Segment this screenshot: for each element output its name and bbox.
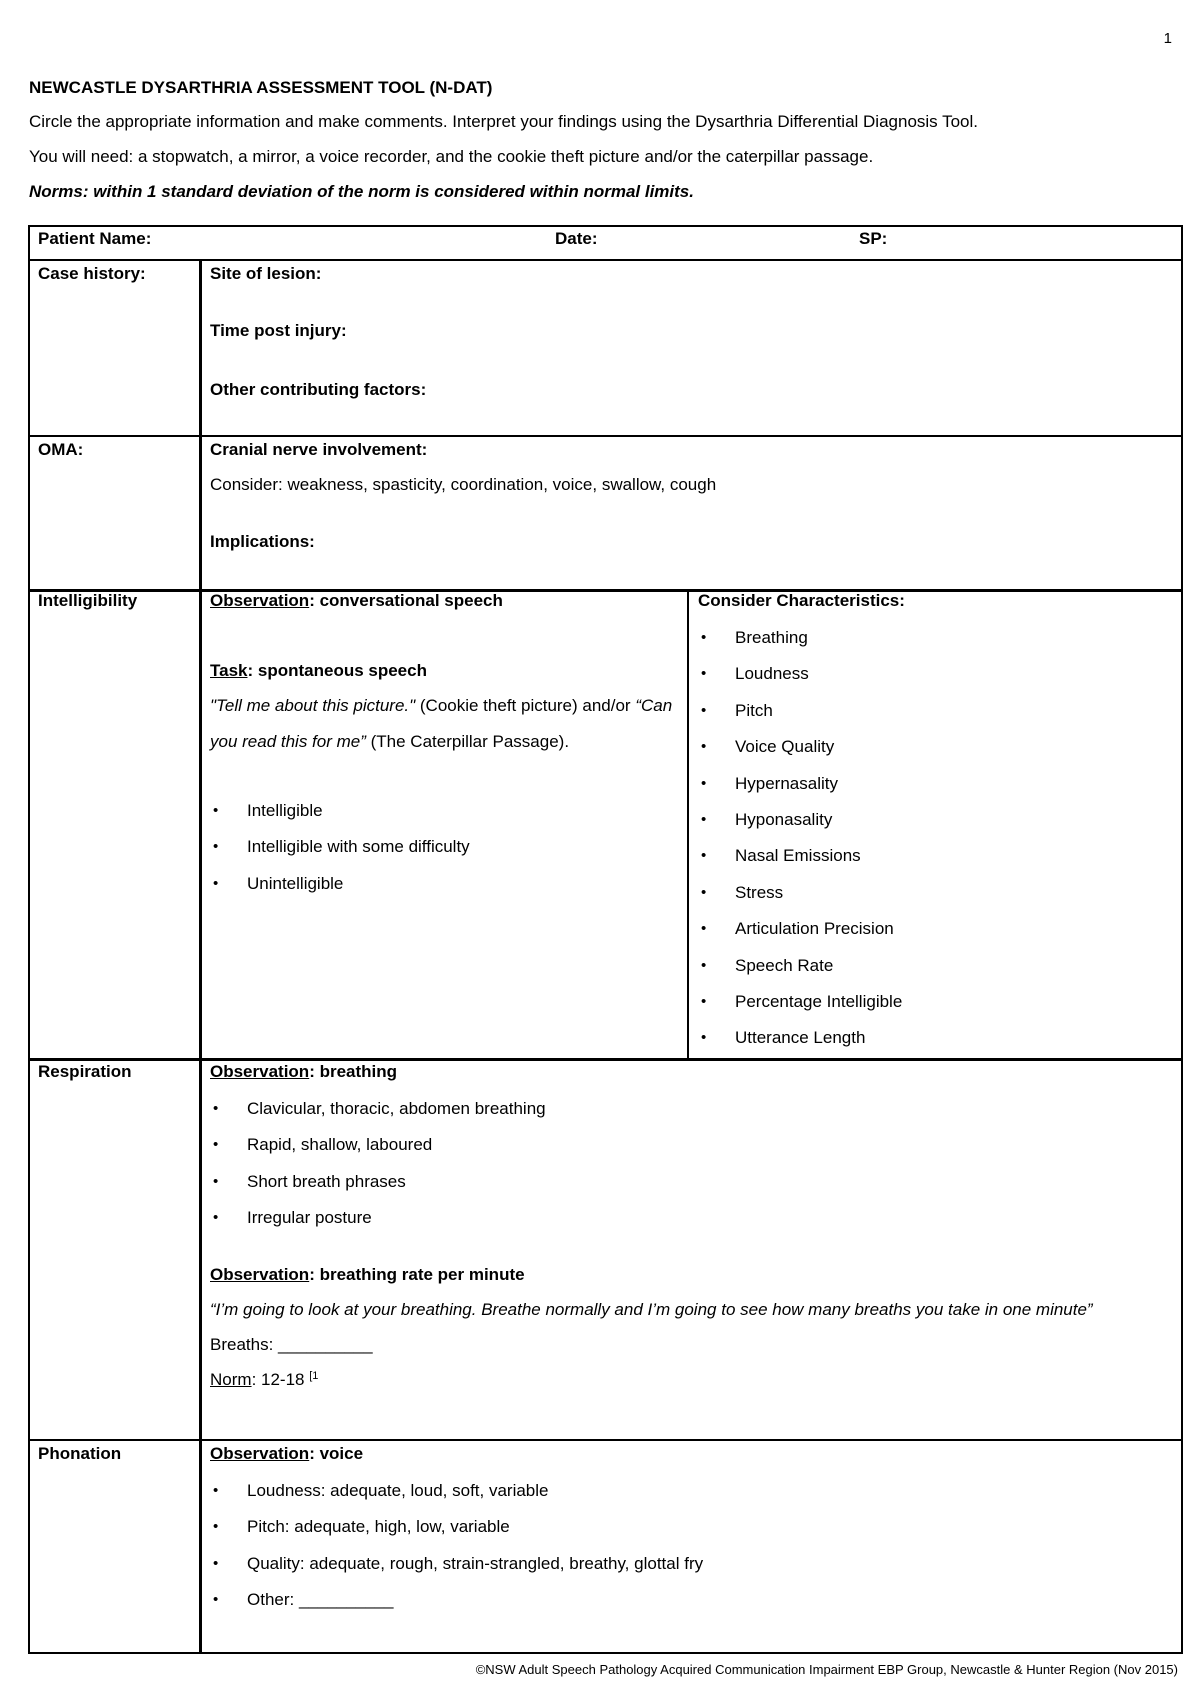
copyright-footer: ©NSW Adult Speech Pathology Acquired Communication Impairment EBP Group, Newcastle & Hunter Region (Nov 2015) (475, 1662, 1178, 1677)
intelligibility-ratings-list (210, 800, 470, 909)
characteristic-item[interactable]: • Utterance Length (698, 1027, 902, 1063)
intelligibility-observation (210, 591, 503, 611)
norms-note: Norms: within 1 standard deviation of the norm is considered within normal limits. (29, 182, 694, 201)
characteristic-item[interactable]: • Pitch (698, 700, 902, 736)
phonation-items-list (210, 1480, 703, 1626)
intelligibility-label: Intelligibility (38, 591, 138, 610)
task-text: : spontaneous speech (247, 661, 427, 680)
observation-word: Observation (210, 591, 310, 610)
characteristic-item[interactable]: • Articulation Precision (698, 918, 902, 954)
implications-field[interactable]: Implications: (210, 532, 315, 551)
rating-option[interactable]: • Intelligible with some difficulty (210, 836, 470, 872)
task-instruction-line-1: "Tell me about this picture." (Cookie theft picture) and/or “Can (210, 696, 673, 715)
breaths-count-field[interactable]: Breaths: __________ (210, 1335, 373, 1354)
phonation-item[interactable]: • Quality: adequate, rough, strain-strangled, breathy, glottal fry (210, 1553, 703, 1589)
characteristic-item[interactable]: • Nasal Emissions (698, 845, 902, 881)
characteristic-item[interactable]: • Breathing (698, 627, 902, 663)
intro-line-1: Circle the appropriate information and make comments. Interpret your findings using the Dysarthria Differential Diagnosis Tool. (29, 112, 979, 131)
phonation-item[interactable]: • Other: __________ (210, 1589, 703, 1625)
characteristic-item[interactable]: • Hyponasality (698, 809, 902, 845)
characteristic-item[interactable]: • Percentage Intelligible (698, 991, 902, 1027)
oma-consider-text: Consider: weakness, spasticity, coordination, voice, swallow, cough (210, 475, 717, 494)
characteristic-item[interactable]: • Stress (698, 882, 902, 918)
other-contributing-factors-field[interactable]: Other contributing factors: (210, 380, 427, 399)
patient-name-field[interactable]: Patient Name: (38, 229, 152, 248)
phonation-label: Phonation (38, 1444, 122, 1463)
observation-text: : conversational speech (309, 591, 503, 610)
sp-field[interactable]: SP: (859, 229, 888, 248)
breathing-instruction: “I’m going to look at your breathing. Breathe normally and I’m going to see how many breaths you take in one minute” (210, 1300, 1093, 1319)
intro-line-2: You will need: a stopwatch, a mirror, a voice recorder, and the cookie theft picture and/or the caterpillar passage. (29, 147, 874, 166)
rating-option[interactable]: • Unintelligible (210, 873, 470, 909)
document-title: NEWCASTLE DYSARTHRIA ASSESSMENT TOOL (N-DAT) (29, 78, 493, 97)
norm-reference: [1 (309, 1370, 319, 1382)
date-field[interactable]: Date: (555, 229, 598, 248)
task-instruction-line-2: you read this for me” (The Caterpillar Passage). (210, 732, 570, 751)
page-number: 1 (1163, 30, 1172, 47)
phonation-item[interactable]: • Loudness: adequate, loud, soft, variable (210, 1480, 703, 1516)
column-divider (199, 259, 202, 1654)
intelligibility-task (210, 661, 427, 681)
respiration-observation-rate: Observation: breathing rate per minute (210, 1265, 525, 1284)
respiration-observation-breathing: Observation: breathing (210, 1062, 398, 1081)
time-post-injury-field[interactable]: Time post injury: (210, 321, 347, 340)
oma-label: OMA: (38, 440, 84, 459)
site-of-lesion-field[interactable]: Site of lesion: (210, 264, 322, 283)
cranial-nerve-field[interactable]: Cranial nerve involvement: (210, 440, 428, 459)
phonation-observation: Observation: voice (210, 1444, 364, 1463)
characteristic-item[interactable]: • Loudness (698, 663, 902, 699)
phonation-item[interactable]: • Pitch: adequate, high, low, variable (210, 1516, 703, 1552)
respiration-item[interactable]: • Rapid, shallow, laboured (210, 1134, 546, 1170)
characteristic-item[interactable]: • Voice Quality (698, 736, 902, 772)
case-history-label: Case history: (38, 264, 146, 283)
characteristic-item[interactable]: • Hypernasality (698, 773, 902, 809)
respiration-items-list (210, 1098, 546, 1244)
task-word: Task (210, 661, 248, 680)
respiration-label: Respiration (38, 1062, 132, 1081)
column-divider-intelligibility (687, 589, 689, 1060)
respiration-item[interactable]: • Clavicular, thoracic, abdomen breathing (210, 1098, 546, 1134)
characteristic-item[interactable]: • Speech Rate (698, 955, 902, 991)
respiration-item[interactable]: • Short breath phrases (210, 1171, 546, 1207)
rating-option[interactable]: • Intelligible (210, 800, 470, 836)
consider-characteristics-title: Consider Characteristics: (698, 591, 905, 610)
respiration-item[interactable]: • Irregular posture (210, 1207, 546, 1243)
characteristics-list (698, 627, 902, 1064)
breathing-norm: Norm: 12-18 $^{[1}$ (210, 1370, 319, 1389)
